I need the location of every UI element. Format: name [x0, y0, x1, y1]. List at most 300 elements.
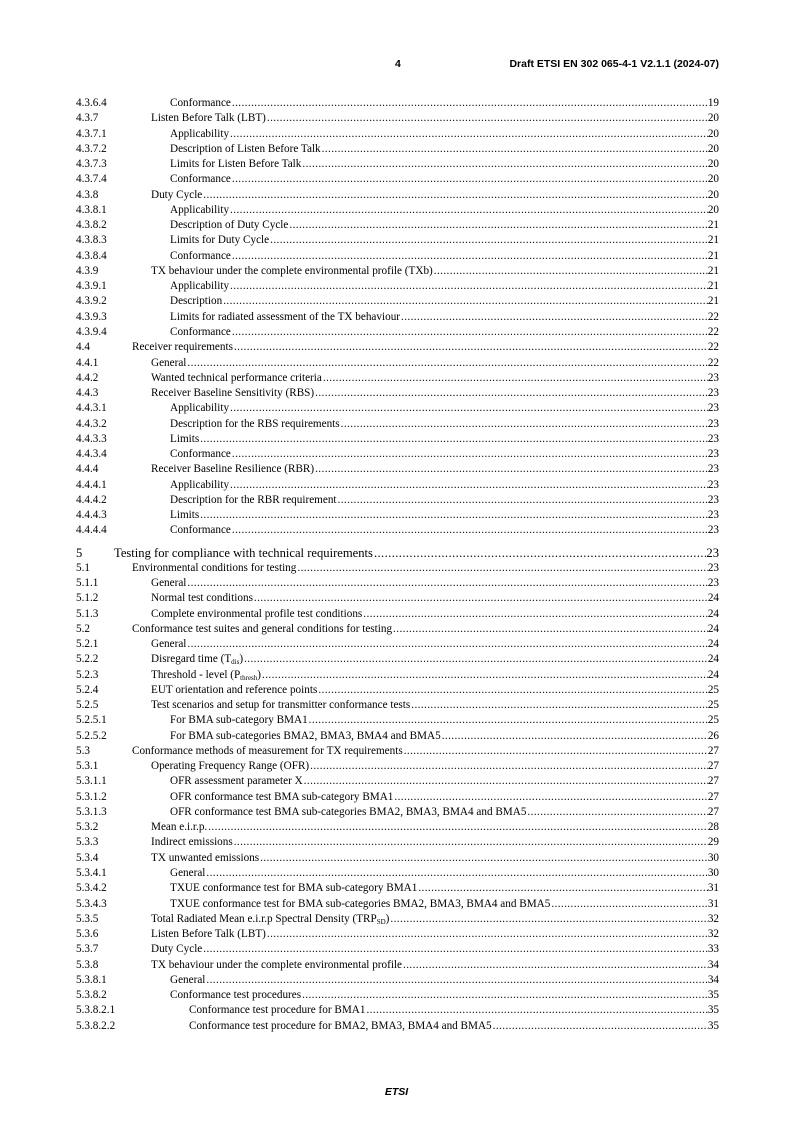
toc-entry[interactable]	[76, 851, 719, 866]
toc-entry-title-text: Conformance test suites and general conditions for testing	[132, 622, 393, 635]
toc-entry-title	[170, 142, 322, 157]
toc-entry-number: 4.4	[76, 341, 90, 354]
toc-entry-line	[170, 127, 719, 142]
toc-entry[interactable]	[76, 371, 719, 386]
toc-entry-title-text: General	[151, 356, 187, 369]
toc-entry[interactable]	[76, 988, 719, 1003]
toc-leader-dots	[297, 561, 707, 576]
toc-entry-number: 4.4.3.1	[76, 402, 107, 415]
toc-entry-page: 22	[707, 356, 719, 369]
toc-entry-title	[189, 1003, 366, 1018]
toc-entry[interactable]	[76, 545, 719, 561]
toc-entry-title	[189, 1019, 493, 1034]
toc-entry-title	[170, 233, 270, 248]
toc-leader-dots	[187, 356, 707, 371]
toc-entry[interactable]	[76, 462, 719, 477]
toc-entry-page: 20	[707, 173, 719, 186]
toc-leader-dots	[401, 310, 708, 325]
toc-entry-line	[170, 279, 719, 294]
toc-entry[interactable]	[76, 111, 719, 126]
toc-entry-title	[170, 218, 289, 233]
toc-leader-dots	[230, 203, 708, 218]
toc-entry-number: 5.3.5	[76, 912, 99, 925]
toc-entry-number: 4.3.8.1	[76, 203, 107, 216]
toc-entry-line	[170, 866, 719, 881]
document-title: Draft ETSI EN 302 065-4-1 V2.1.1 (2024-07)	[509, 58, 719, 70]
toc-entry-number: 4.3.7	[76, 112, 99, 125]
footer-etsi: ETSI	[384, 1086, 409, 1098]
toc-entry[interactable]	[76, 835, 719, 850]
toc-entry-page: 23	[707, 417, 719, 430]
toc-entry-number: 4.4.3	[76, 387, 99, 400]
toc-entry-page: 23	[707, 402, 719, 415]
toc-entry-page: 27	[707, 775, 719, 788]
toc-entry-title-text: Applicability	[170, 478, 230, 491]
toc-entry[interactable]	[76, 591, 719, 606]
toc-entry[interactable]	[76, 294, 719, 309]
toc-entry-title-text: Receiver requirements	[132, 341, 233, 354]
toc-entry-page: 23	[707, 509, 719, 522]
toc-entry[interactable]	[76, 1003, 719, 1018]
toc-entry-page: 20	[707, 203, 719, 216]
toc-entry-number: 5.2.5	[76, 699, 99, 712]
toc-entry-title	[170, 310, 401, 325]
toc-entry-page: 22	[707, 310, 719, 323]
toc-entry[interactable]	[76, 508, 719, 523]
toc-entry-page: 23	[707, 478, 719, 491]
toc-entry-title	[170, 127, 230, 142]
toc-entry-title	[151, 912, 390, 927]
toc-entry[interactable]	[76, 912, 719, 927]
toc-entry-title-text: TX behaviour under the complete environmental profile (TXb)	[151, 264, 433, 277]
toc-entry[interactable]	[76, 958, 719, 973]
toc-entry-title-text: Disregard time (T	[151, 653, 232, 666]
toc-entry-page: 34	[707, 958, 719, 971]
toc-entry-title-subscript: dis	[231, 658, 240, 667]
toc-entry-number: 4.3.9.4	[76, 325, 107, 338]
toc-entry-title	[170, 805, 527, 820]
toc-entry-line	[151, 576, 719, 591]
toc-entry-line	[151, 698, 719, 713]
toc-entry-title	[151, 371, 323, 386]
toc-entry-title	[151, 264, 434, 279]
toc-entry[interactable]	[76, 820, 719, 835]
toc-entry-page: 19	[707, 97, 719, 109]
toc-entry[interactable]	[76, 668, 719, 683]
toc-entry-number: 5.3.8.2	[76, 989, 107, 1002]
toc-entry-line	[151, 591, 719, 606]
toc-entry[interactable]	[76, 942, 719, 957]
toc-entry-page: 31	[707, 897, 719, 910]
toc-entry[interactable]	[76, 652, 719, 667]
toc-entry-line	[151, 264, 719, 279]
toc-entry-number: 4.3.8.4	[76, 249, 107, 262]
toc-entry-number: 4.3.9	[76, 264, 99, 277]
toc-entry-title	[151, 356, 187, 371]
toc-entry-title	[170, 729, 442, 744]
toc-entry[interactable]	[76, 759, 719, 774]
toc-entry-page: 20	[707, 112, 719, 125]
toc-entry-page: 23	[707, 524, 719, 537]
toc-leader-dots	[304, 774, 708, 789]
toc-entry-line	[151, 462, 719, 477]
toc-entry[interactable]	[76, 157, 719, 172]
toc-entry-number: 4.4.1	[76, 356, 99, 369]
toc-leader-dots	[203, 188, 708, 203]
toc-leader-dots	[404, 744, 708, 759]
toc-entry-line	[170, 713, 719, 728]
toc-entry-line	[151, 958, 719, 973]
toc-entry-line	[170, 478, 719, 493]
toc-entry-title-text: Limits	[170, 432, 200, 445]
toc-entry[interactable]	[76, 356, 719, 371]
toc-entry-number: 4.3.8.3	[76, 234, 107, 247]
toc-entry-number: 5.2.3	[76, 668, 99, 681]
toc-entry-line	[170, 172, 719, 187]
toc-entry[interactable]	[76, 973, 719, 988]
toc-entry[interactable]	[76, 188, 719, 203]
toc-entry-page: 23	[707, 448, 719, 461]
toc-entry[interactable]	[76, 172, 719, 187]
toc-entry-line	[189, 1019, 719, 1034]
toc-entry-title-text: Total Radiated Mean e.i.r.p Spectral Density (TRP	[151, 912, 377, 925]
toc-leader-dots	[418, 881, 708, 896]
toc-entry-title-text: Description of Duty Cycle	[170, 219, 289, 232]
toc-entry-title	[151, 683, 318, 698]
toc-entry-line	[170, 96, 719, 111]
toc-entry-page: 21	[707, 295, 719, 308]
toc-entry-title-text: Mean e.i.r.p.	[151, 821, 208, 834]
toc-entry-title	[170, 203, 230, 218]
toc-entry[interactable]	[76, 622, 719, 637]
toc-entry-title	[151, 462, 315, 477]
toc-entry-title	[151, 820, 208, 835]
toc-entry-line	[170, 325, 719, 340]
toc-entry[interactable]	[76, 729, 719, 744]
toc-entry[interactable]	[76, 523, 719, 538]
toc-entry[interactable]	[76, 866, 719, 881]
toc-entry-line	[151, 607, 719, 622]
toc-entry-page: 35	[707, 989, 719, 1002]
toc-entry-title-text: Description for the RBS requirements	[170, 417, 340, 430]
toc-leader-dots	[232, 172, 708, 187]
toc-entry-page: 23	[706, 545, 719, 560]
toc-leader-dots	[230, 279, 708, 294]
toc-leader-dots	[230, 401, 708, 416]
toc-entry-page: 23	[707, 432, 719, 445]
toc-leader-dots	[393, 622, 708, 637]
toc-entry-title-text: Applicability	[170, 127, 230, 140]
toc-leader-dots	[260, 851, 708, 866]
toc-entry-title-text: Conformance test procedure for BMA1	[189, 1004, 366, 1017]
toc-entry-title-suffix: )	[239, 653, 244, 666]
toc-entry-page: 35	[707, 1004, 719, 1017]
toc-entry[interactable]	[76, 96, 719, 111]
toc-entry-title-text: Limits for Listen Before Talk	[170, 158, 302, 171]
toc-entry-title	[151, 188, 203, 203]
toc-entry[interactable]	[76, 805, 719, 820]
toc-entry-number: 5.2.4	[76, 683, 99, 696]
toc-entry-title-text: TXUE conformance test for BMA sub-category BMA1	[170, 882, 418, 895]
toc-entry[interactable]	[76, 310, 719, 325]
toc-leader-dots	[527, 805, 707, 820]
toc-entry-title-text: Conformance	[170, 97, 231, 109]
toc-entry-number: 4.3.6.4	[76, 97, 107, 109]
toc-entry-title	[114, 545, 374, 561]
toc-entry-title-text: Conformance	[170, 448, 231, 461]
toc-entry-page: 27	[707, 790, 719, 803]
toc-entry-title	[170, 973, 206, 988]
toc-entry-title	[151, 851, 260, 866]
toc-leader-dots	[394, 790, 707, 805]
toc-entry[interactable]	[76, 447, 719, 462]
toc-entry[interactable]	[76, 493, 719, 508]
toc-entry[interactable]	[76, 927, 719, 942]
toc-entry[interactable]	[76, 218, 719, 233]
toc-entry-line	[170, 805, 719, 820]
toc-entry-title-text: Limits for radiated assessment of the TX behaviour	[170, 310, 401, 323]
toc-entry-title	[151, 111, 267, 126]
toc-entry-title	[151, 927, 267, 942]
toc-leader-dots	[551, 897, 707, 912]
toc-leader-dots	[289, 218, 707, 233]
toc-entry[interactable]	[76, 325, 719, 340]
toc-entry-title	[170, 417, 341, 432]
toc-entry-title	[170, 897, 551, 912]
toc-entry[interactable]	[76, 897, 719, 912]
toc-leader-dots	[262, 668, 708, 683]
toc-leader-dots	[234, 835, 708, 850]
toc-leader-dots	[203, 942, 708, 957]
toc-entry-number: 5.3.7	[76, 943, 99, 956]
toc-entry[interactable]	[76, 432, 719, 447]
toc-leader-dots	[390, 912, 707, 927]
toc-entry-title	[170, 866, 206, 881]
toc-entry-number: 4.4.2	[76, 371, 99, 384]
toc-entry-title-text: Limits	[170, 509, 200, 522]
toc-entry-number: 4.3.8.2	[76, 219, 107, 232]
toc-entry-page: 24	[707, 653, 719, 666]
toc-entry-line	[170, 988, 719, 1003]
toc-entry-title-text: EUT orientation and reference points	[151, 683, 318, 696]
toc-entry[interactable]	[76, 233, 719, 248]
toc-entry-number: 5.3.6	[76, 928, 99, 941]
toc-entry-title	[151, 759, 310, 774]
toc-entry[interactable]	[76, 264, 719, 279]
toc-entry-page: 30	[707, 851, 719, 864]
toc-entry-title-text: OFR conformance test BMA sub-categories BMA2, BMA3, BMA4 and BMA5	[170, 805, 527, 818]
toc-entry[interactable]	[76, 698, 719, 713]
toc-entry-number: 5.2.5.2	[76, 729, 107, 742]
toc-entry-title	[170, 279, 230, 294]
toc-entry-title-text: Test scenarios and setup for transmitter conformance tests	[151, 699, 411, 712]
toc-leader-dots	[374, 545, 706, 561]
toc-entry-title-text: For BMA sub-categories BMA2, BMA3, BMA4 and BMA5	[170, 729, 441, 742]
toc-leader-dots	[315, 386, 708, 401]
toc-entry-title-suffix: )	[257, 668, 262, 681]
toc-entry-number: 4.4.4.1	[76, 478, 107, 491]
toc-entry-number: 5.3.4.1	[76, 867, 107, 880]
toc-entry-page: 20	[707, 142, 719, 155]
toc-leader-dots	[230, 478, 708, 493]
toc-entry-title-text: Complete environmental profile test conditions	[151, 607, 363, 620]
toc-entry-title	[170, 432, 200, 447]
toc-entry-title-text: Conformance	[170, 173, 231, 186]
toc-entry[interactable]	[76, 744, 719, 759]
toc-entry-line	[151, 912, 719, 927]
toc-leader-dots	[234, 340, 708, 355]
toc-entry[interactable]	[76, 417, 719, 432]
toc-entry-line	[132, 340, 719, 355]
toc-leader-dots	[309, 713, 708, 728]
toc-entry-title	[151, 835, 234, 850]
toc-entry-title	[170, 493, 338, 508]
toc-entry[interactable]	[76, 249, 719, 264]
toc-entry-page: 34	[707, 973, 719, 986]
toc-entry-page: 20	[707, 127, 719, 140]
toc-entry-title-subscript: SD	[376, 917, 386, 926]
toc-entry[interactable]	[76, 607, 719, 622]
toc-entry[interactable]	[76, 279, 719, 294]
toc-leader-dots	[338, 493, 708, 508]
toc-entry-title-text: Listen Before Talk (LBT)	[151, 112, 266, 125]
toc-leader-dots	[302, 157, 707, 172]
toc-entry-line	[151, 386, 719, 401]
toc-entry-title	[170, 478, 230, 493]
toc-entry-title	[170, 447, 232, 462]
toc-entry-title-text: Description	[170, 295, 223, 308]
toc-entry-title	[170, 988, 302, 1003]
toc-entry-page: 25	[707, 699, 719, 712]
toc-entry-page: 22	[707, 325, 719, 338]
toc-entry[interactable]	[76, 683, 719, 698]
toc-leader-dots	[411, 698, 708, 713]
toc-entry-title-text: General	[170, 973, 206, 986]
toc-entry-title	[151, 607, 363, 622]
toc-entry[interactable]	[76, 127, 719, 142]
toc-entry-title-text: OFR conformance test BMA sub-category BMA1	[170, 790, 394, 803]
toc-leader-dots	[187, 637, 707, 652]
toc-entry-title-text: Conformance test procedures	[170, 989, 302, 1002]
toc-entry-title-text: For BMA sub-category BMA1	[170, 714, 308, 727]
toc-entry-number: 5.2.2	[76, 653, 99, 666]
toc-entry-title	[151, 576, 187, 591]
toc-entry-line	[151, 851, 719, 866]
toc-entry-page: 21	[707, 249, 719, 262]
toc-entry-line	[151, 356, 719, 371]
toc-entry[interactable]	[76, 340, 719, 355]
toc-leader-dots	[232, 447, 708, 462]
toc-entry-title-text: Applicability	[170, 203, 230, 216]
toc-entry-title-text: General	[151, 638, 187, 651]
toc-entry-page: 32	[707, 912, 719, 925]
toc-leader-dots	[322, 142, 708, 157]
toc-entry-line	[151, 371, 719, 386]
toc-entry-line	[170, 432, 719, 447]
toc-entry-title-text: TX behaviour under the complete environmental profile	[151, 958, 403, 971]
toc-entry-line	[151, 111, 719, 126]
toc-entry-page: 27	[707, 744, 719, 757]
toc-entry-title-text: Applicability	[170, 280, 230, 293]
toc-entry-title	[170, 325, 232, 340]
toc-entry-line	[170, 508, 719, 523]
toc-entry-number: 4.3.7.3	[76, 158, 107, 171]
toc-entry-title	[151, 652, 244, 667]
toc-entry-number: 5.3	[76, 744, 90, 757]
toc-entry[interactable]	[76, 774, 719, 789]
toc-entry[interactable]	[76, 713, 719, 728]
toc-entry-title	[170, 774, 304, 789]
toc-entry[interactable]	[76, 881, 719, 896]
toc-entry-line	[170, 249, 719, 264]
toc-leader-dots	[341, 417, 708, 432]
toc-entry-title-text: Applicability	[170, 402, 230, 415]
toc-leader-dots	[200, 432, 708, 447]
toc-leader-dots	[206, 866, 707, 881]
toc-entry-title	[170, 294, 223, 309]
toc-entry[interactable]	[76, 478, 719, 493]
toc-entry-title	[170, 249, 232, 264]
toc-entry-page: 23	[707, 387, 719, 400]
toc-entry-title-text: General	[170, 867, 206, 880]
toc-leader-dots	[366, 1003, 707, 1018]
toc-entry-title-text: Testing for compliance with technical requirements	[114, 545, 373, 560]
toc-entry-page: 24	[707, 622, 719, 635]
toc-entry[interactable]	[76, 203, 719, 218]
toc-entry[interactable]	[76, 790, 719, 805]
toc-entry-line	[170, 218, 719, 233]
toc-entry-line	[151, 820, 719, 835]
toc-entry[interactable]	[76, 142, 719, 157]
toc-entry-title	[151, 668, 262, 683]
toc-entry[interactable]	[76, 401, 719, 416]
toc-entry-line	[151, 759, 719, 774]
toc-entry-title-text: Normal test conditions	[151, 592, 253, 605]
toc-entry[interactable]	[76, 1019, 719, 1034]
toc-entry-title-text: TXUE conformance test for BMA sub-categories BMA2, BMA3, BMA4 and BMA5	[170, 897, 551, 910]
toc-entry-number: 4.3.9.2	[76, 295, 107, 308]
toc-entry-title-text: Description of Listen Before Talk	[170, 142, 321, 155]
toc-entry-page: 31	[707, 882, 719, 895]
toc-entry-title-text: Duty Cycle	[151, 188, 203, 201]
toc-entry-number: 5.1.3	[76, 607, 99, 620]
toc-entry-line	[151, 637, 719, 652]
toc-entry-title	[151, 698, 411, 713]
toc-entry[interactable]	[76, 576, 719, 591]
toc-entry-number: 4.3.9.3	[76, 310, 107, 323]
toc-entry[interactable]	[76, 561, 719, 576]
toc-entry-line	[170, 897, 719, 912]
toc-entry[interactable]	[76, 386, 719, 401]
toc-entry-title-text: Conformance	[170, 249, 231, 262]
toc-leader-dots	[232, 249, 708, 264]
toc-leader-dots	[206, 973, 707, 988]
toc-entry-line	[170, 203, 719, 218]
toc-entry-title	[132, 340, 234, 355]
toc-entry-page: 20	[707, 158, 719, 171]
toc-entry-line	[170, 310, 719, 325]
toc-entry-title-text: Conformance methods of measurement for TX requirements	[132, 744, 403, 757]
toc-entry[interactable]	[76, 637, 719, 652]
toc-leader-dots	[403, 958, 708, 973]
toc-leader-dots	[223, 294, 708, 309]
toc-entry-page: 25	[707, 683, 719, 696]
toc-entry-number: 4.4.3.4	[76, 448, 107, 461]
toc-entry-number: 5.3.1	[76, 760, 99, 773]
toc-entry-number: 5.3.4.2	[76, 882, 107, 895]
toc-entry-title	[170, 172, 232, 187]
toc-entry-number: 5.3.8.2.2	[76, 1019, 116, 1032]
